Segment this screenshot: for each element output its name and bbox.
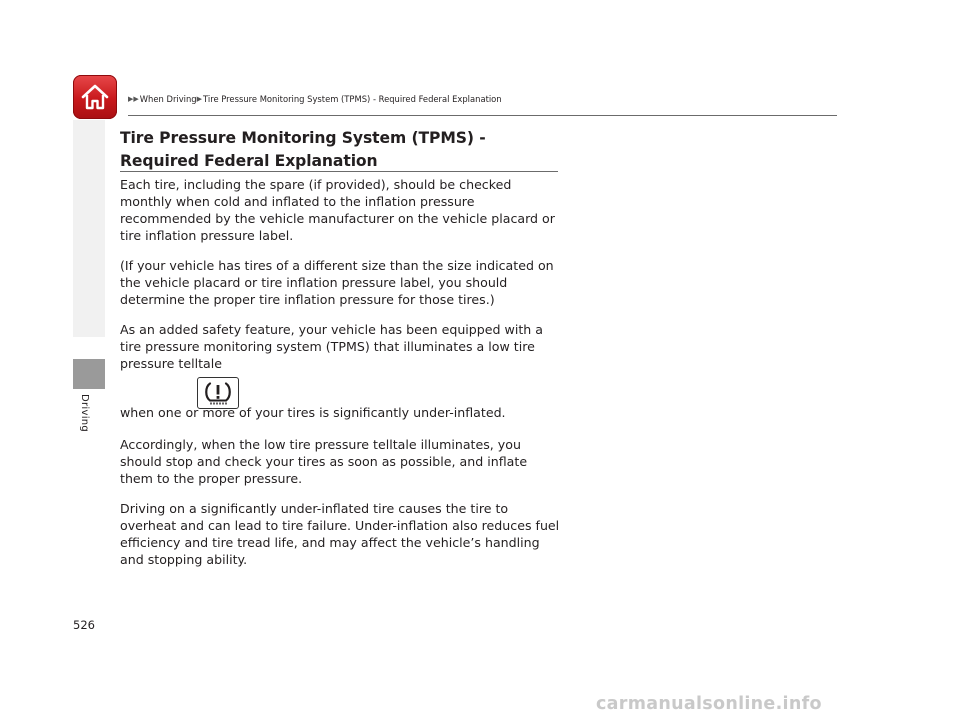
- paragraph-tpms-feature: As an added safety feature, your vehicle has been equipped with a tire pressure monitoring system (TPMS) that illuminates a low tire pressure telltale: [120, 322, 543, 371]
- breadcrumb-level2[interactable]: Tire Pressure Monitoring System (TPMS) - Required Federal Explanation: [203, 94, 502, 104]
- watermark: carmanualsonline.info: [596, 694, 822, 714]
- breadcrumb-separator-icon: ▶: [196, 95, 203, 103]
- header-divider: [128, 115, 837, 116]
- home-button[interactable]: [73, 75, 117, 119]
- paragraph-driving-effects: Driving on a significantly under-inflated tire causes the tire to overheat and can lead to tire failure. Under-inflation also reduces fuel efficiency and tire tread life, and may affect the vehicle’s handling and stopping ability.: [120, 501, 560, 567]
- page-number: 526: [73, 618, 95, 632]
- paragraph-under-inflated: when one or more of your tires is significantly under-inflated.: [120, 405, 506, 420]
- section-label: Driving: [79, 394, 90, 433]
- title-divider: [120, 171, 558, 172]
- section-tab[interactable]: [73, 359, 105, 389]
- paragraph-check-monthly: Each tire, including the spare (if provided), should be checked monthly when cold and inflated to the inflation pressure recommended by the vehicle manufacturer on the vehicle placard or tire inflation pressure label.: [120, 177, 555, 243]
- page-title: Tire Pressure Monitoring System (TPMS) - Required Federal Explanation: [120, 129, 486, 170]
- breadcrumb-arrow-icon: ▶▶: [128, 95, 139, 103]
- paragraph-different-size: (If your vehicle has tires of a different size than the size indicated on the vehicle placard or tire inflation pressure label, you should determine the proper tire inflation pressure for those tires.): [120, 258, 554, 307]
- breadcrumb: [128, 94, 502, 104]
- home-icon: [80, 83, 110, 111]
- breadcrumb-level1[interactable]: When Driving: [139, 94, 197, 104]
- paragraph-stop-and-check: Accordingly, when the low tire pressure telltale illuminates, you should stop and check your tires as soon as possible, and inflate them to the proper pressure.: [120, 437, 528, 486]
- sidebar-strip: [73, 120, 105, 337]
